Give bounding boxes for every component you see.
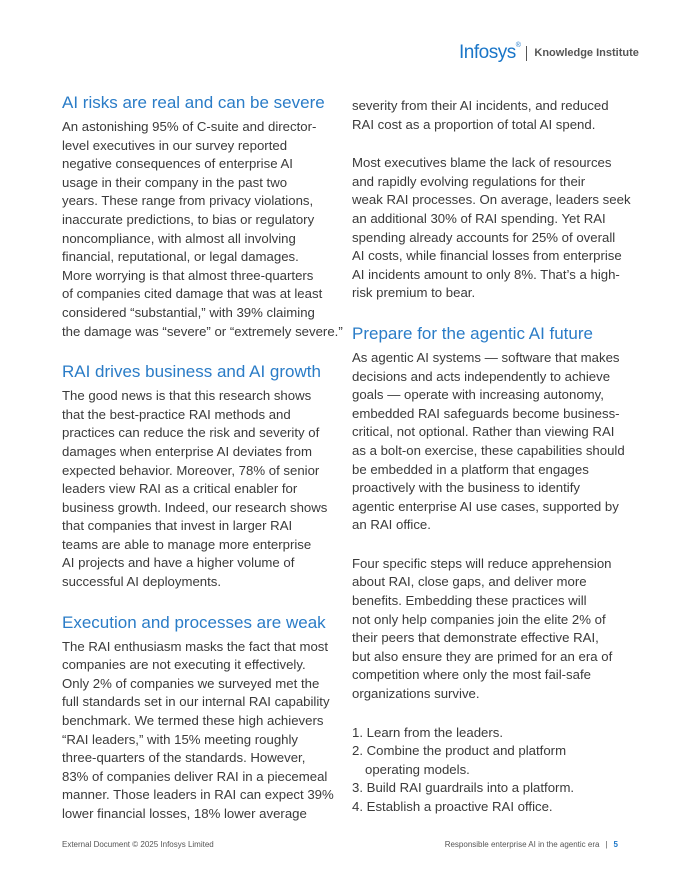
text-line: Only 2% of companies we surveyed met the [62, 675, 320, 691]
text-line: benefits. Embedding these practices will [352, 593, 587, 609]
step-text: 1. Learn from the leaders. [352, 724, 504, 740]
step-text: 3. Build RAI guardrails into a platform. [352, 780, 575, 796]
text-line: manner. Those leaders in RAI can expect 39% [62, 787, 334, 803]
left-column [62, 92, 343, 844]
step-item [352, 798, 627, 817]
text-line: about RAI, close gaps, and deliver more [352, 574, 587, 590]
text-line: damages when enterprise AI deviates from [62, 443, 312, 459]
brand-name: Infosys® [459, 42, 521, 63]
paragraph-resources [352, 154, 631, 303]
text-line: three-quarters of the standards. However, [62, 750, 306, 766]
text-line: leaders view RAI as a critical enabler for [62, 481, 298, 497]
text-line: organizations survive. [352, 686, 480, 702]
steps-list [352, 724, 627, 817]
text-line: The RAI enthusiasm masks the fact that most [62, 638, 329, 654]
text-line: More worrying is that almost three-quarters [62, 267, 314, 283]
text-line: usage in their company in the past two [62, 174, 288, 190]
text-line: that the best-practice RAI methods and [62, 406, 291, 422]
text-line: severity from their AI incidents, and reduced [352, 98, 609, 113]
section-heading: Execution and processes are weak [62, 612, 326, 632]
text-line: risk premium to bear. [352, 285, 476, 301]
text-line: agentic enterprise AI use cases, supported by [352, 498, 619, 514]
text-line: goals — operate with increasing autonomy, [352, 387, 604, 403]
text-line: business growth. Indeed, our research shows [62, 499, 328, 515]
section-heading: AI risks are real and can be severe [62, 93, 325, 112]
text-line: RAI cost as a proportion of total AI spend. [352, 116, 596, 132]
text-line: their peers that demonstrate effective RAI, [352, 630, 599, 646]
text-line: financial, reputational, or legal damages. [62, 249, 299, 265]
text-line: inaccurate predictions, to bias or regulatory [62, 211, 315, 227]
text-line: teams are able to manage more enterprise [62, 536, 312, 552]
footer-divider: | [605, 840, 608, 849]
text-line: Four specific steps will reduce apprehension [352, 555, 612, 571]
footer-title: Responsible enterprise AI in the agentic era [444, 840, 600, 849]
text-line: negative consequences of enterprise AI [62, 156, 293, 172]
text-line: the damage was “severe” or “extremely severe.” [62, 323, 343, 339]
step-text: 2. Combine the product and platform [352, 743, 567, 759]
text-line: years. These range from privacy violations, [62, 193, 314, 209]
footer-copyright: External Document © 2025 Infosys Limited [62, 840, 214, 849]
text-line: practices can reduce the risk and severity of [62, 425, 320, 441]
text-line: decisions and acts independently to achieve [352, 368, 611, 384]
text-line: expected behavior. Moreover, 78% of senior [62, 462, 320, 478]
step-item [352, 779, 627, 798]
section-paragraph [62, 387, 337, 592]
text-line: 83% of companies deliver RAI in a piecemeal [62, 768, 328, 784]
text-line: The good news is that this research shows [62, 388, 312, 404]
text-line: As agentic AI systems — software that makes [352, 349, 620, 365]
text-line: full standards set in our internal RAI capability [62, 694, 330, 710]
text-line: AI costs, while financial losses from enterprise [352, 248, 622, 264]
text-line: of companies cited damage that was at least [62, 286, 323, 302]
text-line: benchmark. We termed these high achievers [62, 713, 324, 729]
text-line: but also ensure they are primed for an era of [352, 648, 613, 664]
text-line: not only help companies join the elite 2% of [352, 611, 606, 627]
text-line: as a bolt-on exercise, these capabilities should [352, 442, 625, 458]
paragraph-four-steps [352, 555, 627, 704]
right-column [352, 97, 631, 817]
text-line: proactively with the business to identify [352, 480, 580, 496]
step-text: operating models. [365, 761, 470, 777]
text-line: be embedded in a platform that engages [352, 461, 589, 477]
text-line: AI projects and have a higher volume of [62, 555, 295, 571]
text-line: companies are not executing it effectively. [62, 657, 306, 673]
text-line: weak RAI processes. On average, leaders seek [352, 192, 631, 208]
text-line: competition where only the most fail-safe [352, 667, 591, 683]
text-line: AI incidents amount to only 8%. That’s a high- [352, 266, 620, 282]
text-line: that companies that invest in larger RAI [62, 518, 293, 534]
text-line: Most executives blame the lack of resources [352, 155, 612, 171]
paragraph-severity [352, 97, 627, 134]
infosys-knowledge-institute-logo [459, 42, 639, 64]
text-line: considered “substantial,” with 39% claiming [62, 304, 315, 320]
text-line: and rapidly evolving regulations for their [352, 173, 586, 189]
text-line: spending already accounts for 25% of overall [352, 229, 616, 245]
logo-subtitle: Knowledge Institute [534, 47, 639, 59]
text-line: successful AI deployments. [62, 574, 222, 590]
step-text: 4. Establish a proactive RAI office. [352, 799, 553, 814]
text-line: an additional 30% of RAI spending. Yet RAI [352, 210, 606, 226]
footer-right [445, 840, 618, 849]
text-line: critical, not optional. Rather than viewing RAI [352, 424, 615, 440]
text-line: level executives in our survey reported [62, 137, 288, 153]
step-item [352, 742, 627, 779]
section-paragraph [62, 638, 337, 824]
step-item [352, 724, 627, 743]
text-line: noncompliance, with almost all involving [62, 230, 296, 246]
text-line: embedded RAI safeguards become business- [352, 405, 620, 421]
page-number: 5 [613, 840, 618, 849]
paragraph-agentic [352, 349, 627, 535]
section-heading: RAI drives business and AI growth [62, 362, 321, 382]
logo-divider [526, 46, 527, 61]
text-line: “RAI leaders,” with 15% meeting roughly [62, 731, 299, 747]
section-paragraph [62, 118, 343, 341]
text-line: an RAI office. [352, 517, 431, 533]
text-line: lower financial losses, 18% lower average [62, 806, 307, 821]
text-line: An astonishing 95% of C-suite and director- [62, 119, 317, 134]
section-heading-agentic: Prepare for the agentic AI future [352, 323, 593, 343]
